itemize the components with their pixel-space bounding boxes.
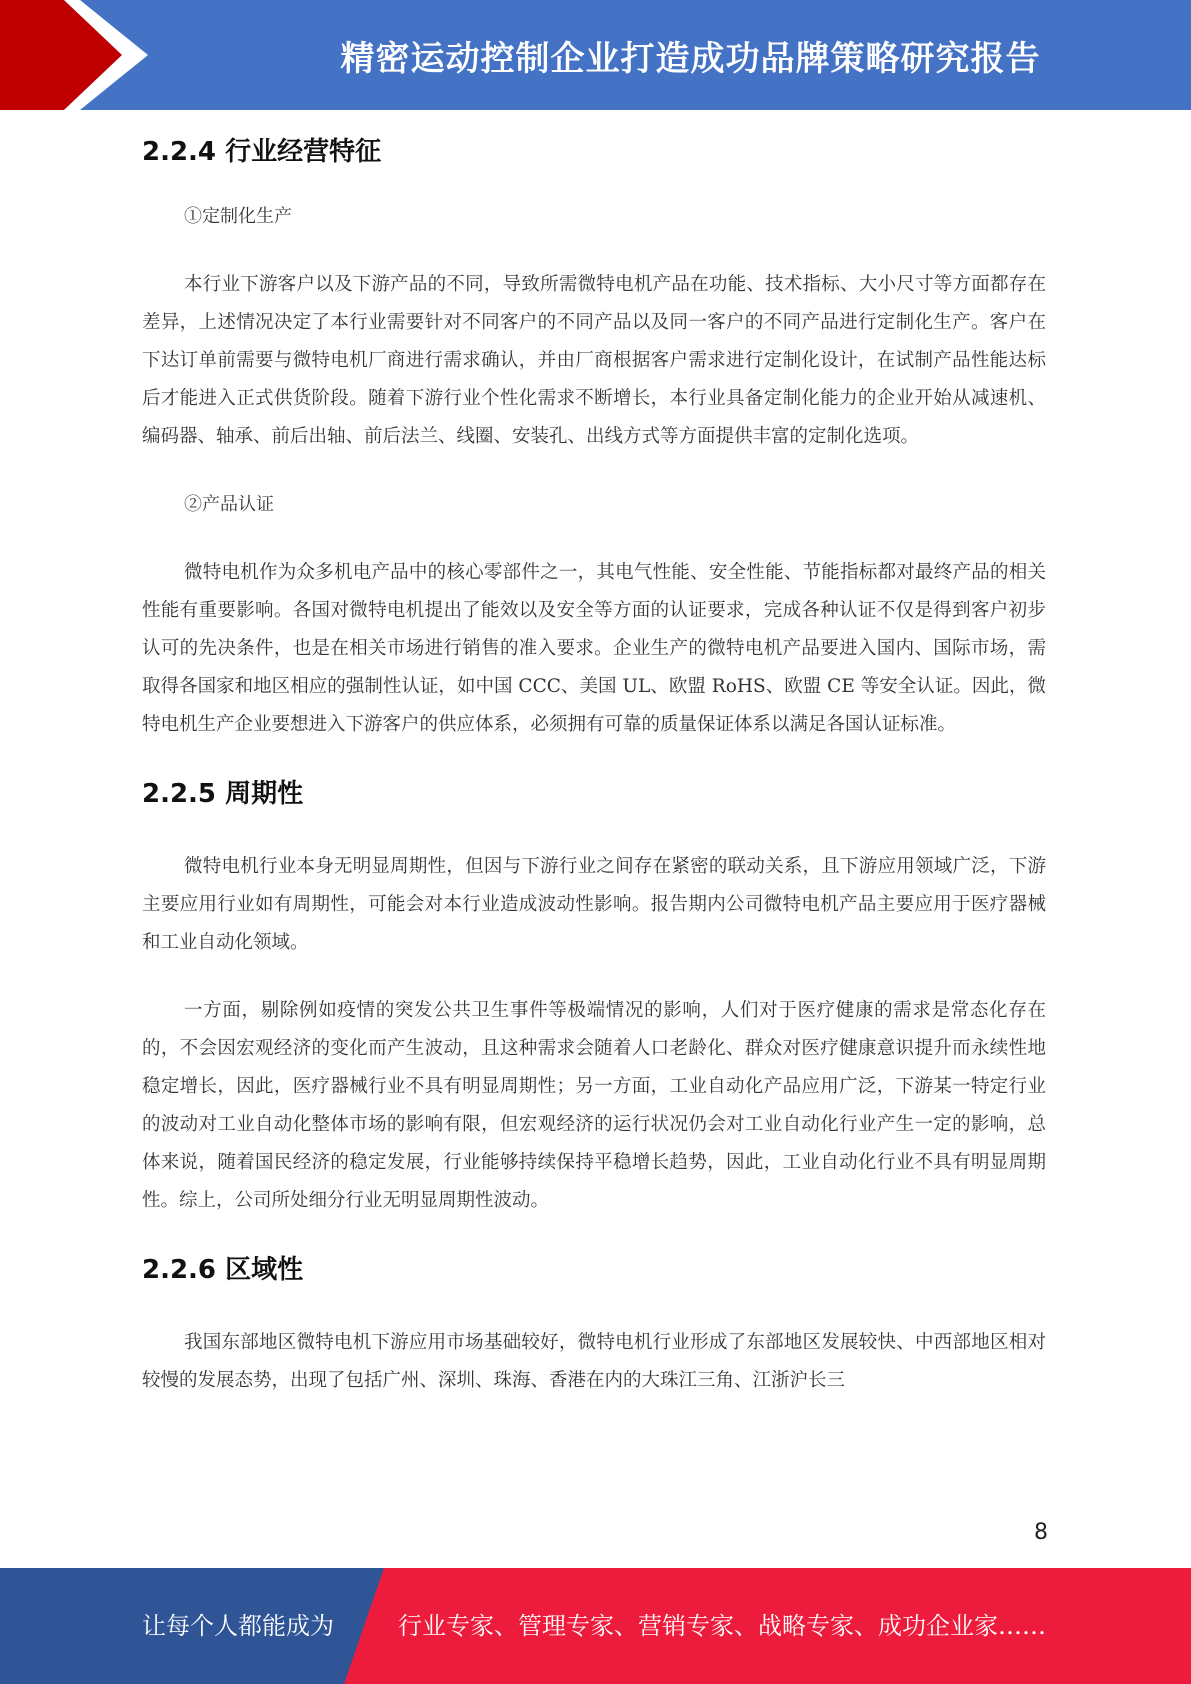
footer-banner [0,1568,1191,1684]
footer-slogan-right: 行业专家、管理专家、营销专家、战略专家、成功企业家…… [398,1612,1046,1640]
paragraph: 我国东部地区微特电机下游应用市场基础较好，微特电机行业形成了东部地区发展较快、中西部地区相对较慢的发展态势，出现了包括广州、深圳、珠海、香港在内的大珠江三角、江浙沪长三 [142,1332,1046,1391]
chevron-arrow-icon [0,0,160,110]
paragraph: 微特电机行业本身无明显周期性，但因与下游行业之间存在紧密的联动关系，且下游应用领域广泛，下游主要应用行业如有周期性，可能会对本行业造成波动性影响。报告期内公司微特电机产品主要应用于医疗器械和工业自动化领域。 [142,856,1046,953]
footer-slogan-left: 让每个人都能成为 [142,1612,334,1640]
paragraph: 本行业下游客户以及下游产品的不同，导致所需微特电机产品在功能、技术指标、大小尺寸等方面都存在差异，上述情况决定了本行业需要针对不同客户的不同产品以及同一客户的不同产品进行定制化生产。客户在下达订单前需要与微特电机厂商进行需求确认，并由厂商根据客户需求进行定制化设计，在试制产品性能达标后才能进入正式供货阶段。随着下游行业个性化需求不断增长，本行业具备定制化能力的企业开始从减速机、编码器、轴承、前后出轴、前后法兰、线圈、安装孔、出线方式等方面提供丰富的定制化选项。 [142,274,1046,447]
paragraph: 一方面，剔除例如疫情的突发公共卫生事件等极端情况的影响，人们对于医疗健康的需求是常态化存在的，不会因宏观经济的变化而产生波动，且这种需求会随着人口老龄化、群众对医疗健康意识提升而永续性地稳定增长，因此，医疗器械行业不具有明显周期性；另一方面，工业自动化产品应用广泛，下游某一特定行业的波动对工业自动化整体市场的影响有限，但宏观经济的运行状况仍会对工业自动化行业产生一定的影响，总体来说，随着国民经济的稳定发展，行业能够持续保持平稳增长趋势，因此，工业自动化行业不具有明显周期性。综上，公司所处细分行业无明显周期性波动。 [142,1000,1046,1211]
section-heading-2-2-6: 2.2.6 区域性 [142,1255,304,1285]
page-number: 8 [1034,1520,1048,1545]
section-heading-2-2-5: 2.2.5 周期性 [142,779,304,809]
header-banner [0,0,1191,110]
document-body [142,128,1046,1400]
report-title: 精密运动控制企业打造成功品牌策略研究报告 [340,38,1041,79]
subheading-customized-production: ①定制化生产 [184,206,292,227]
paragraph: 微特电机作为众多机电产品中的核心零部件之一，其电气性能、安全性能、节能指标都对最终产品的相关性能有重要影响。各国对微特电机提出了能效以及安全等方面的认证要求，完成各种认证不仅是得到客户初步认可的先决条件，也是在相关市场进行销售的准入要求。企业生产的微特电机产品要进入国内、国际市场，需取得各国家和地区相应的强制性认证，如中国 CCC、美国 UL、欧盟 RoHS、欧盟 CE 等安全认证。因此，微特电机生产企业要想进入下游客户的供应体系，必须拥有可靠的质量保证体系以满足各国认证标准。 [142,562,1046,735]
section-heading-2-2-4: 2.2.4 行业经营特征 [142,137,382,167]
subheading-product-certification: ②产品认证 [184,494,274,515]
